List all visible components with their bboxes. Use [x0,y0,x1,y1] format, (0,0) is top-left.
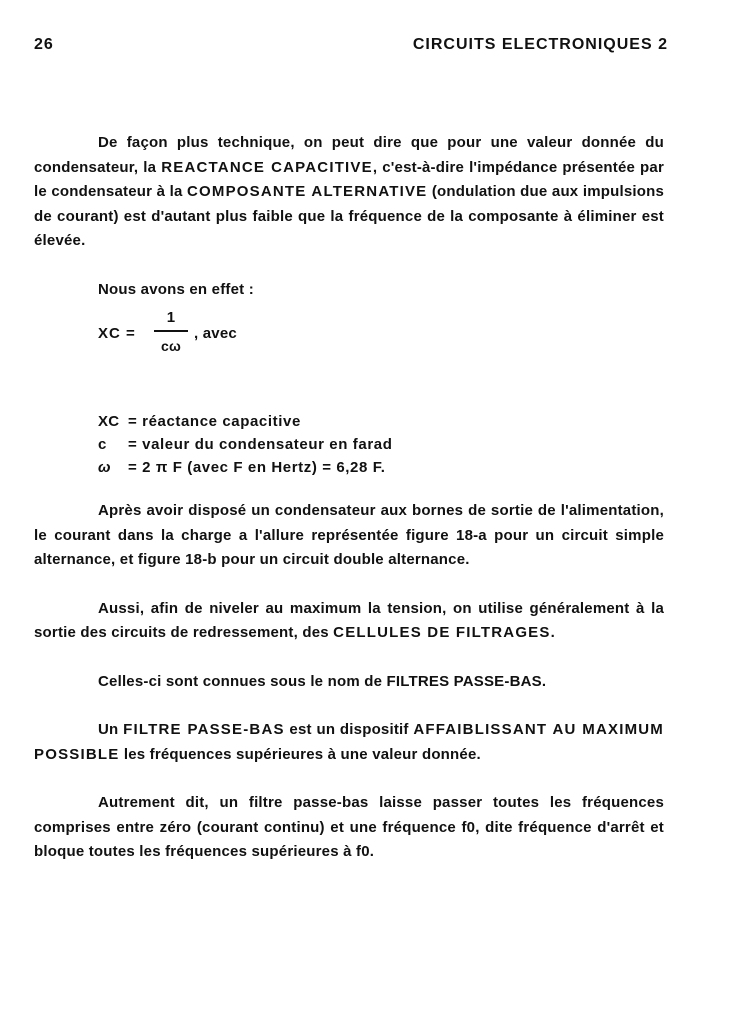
text-run: Un [98,721,124,738]
definition-row [98,410,664,433]
symbol-definitions [98,410,664,479]
paragraph-filtre-definition [34,718,664,767]
formula-numerator: 1 [166,309,176,326]
definition-symbol: XC [98,413,120,430]
reactance-formula [98,308,664,372]
running-title: CIRCUITS ELECTRONIQUES 2 [412,36,668,53]
body-text [34,131,664,865]
definition-symbol: c [98,436,107,453]
text-run: les fréquences supérieures à une valeur donnée. [119,745,481,763]
paragraph-autrement-dit: Autrement dit, un filtre passe-bas laisse passer toutes les fréquences comprises entre zéro (courant continu) et une fréquence f0, dite fréquence d'arrêt et bloque toutes les fréquences supérieures à f0. [34,794,664,860]
paragraph-condensateur: Après avoir disposé un condensateur aux bornes de sortie de l'alimentation, le courant dans la charge a l'allure représentée figure 18-a pour un circuit simple alternance, et figure 18-b pour un circuit double alternance. [34,502,664,568]
definition-row [98,456,664,479]
emphasis-affaiblissant: AFFAIBLISSANT AU MAXIMUM POSSIBLE [34,721,664,763]
paragraph-cellules [34,597,664,646]
definition-text: = 2 π F (avec F en Hertz) = 6,28 F. [128,459,386,476]
emphasis-reactance-capacitive: REACTANCE CAPACITIVE [161,158,373,176]
paragraph-nous-avons: Nous avons en effet : [98,280,254,298]
emphasis-cellules-de-filtrages: CELLULES DE FILTRAGES. [333,624,556,641]
text-run: (ondulation due aux impulsions de courant) est d'autant plus faible que la fréquence de la composante à éliminer est élevée. [34,183,664,249]
definition-row [98,433,664,456]
text-run: Celles-ci sont connues sous le nom de [98,672,387,690]
formula-denominator: cω [160,337,181,354]
emphasis-composante-alternative: COMPOSANTE ALTERNATIVE [187,183,428,200]
definition-text: = valeur du condensateur en farad [128,436,393,453]
formula-lhs: XC = [98,325,136,342]
text-run: Aussi, afin de niveler au maximum la tension, on utilise généralement à la sortie des circuits de redressement, des [34,599,664,641]
text-run: est un dispositif [284,721,414,738]
formula-fraction [154,308,188,356]
paragraph-reactance [34,131,664,254]
page-header [34,36,668,60]
text-run: , c'est-à-dire l'impédance présentée par le condensateur à la [34,158,665,200]
definition-symbol: ω [98,459,111,476]
emphasis-filtres-passe-bas: FILTRES PASSE-BAS. [386,672,547,690]
paragraph-celles-ci [34,670,664,695]
definition-text: = réactance capacitive [128,413,301,430]
page-number: 26 [34,36,54,53]
emphasis-filtre-passe-bas: FILTRE PASSE-BAS [123,721,285,738]
fraction-bar [154,330,188,332]
formula-tail: , avec [194,325,237,342]
text-run: De façon plus technique, on peut dire que pour une valeur donnée du condensateur, la [34,134,664,176]
